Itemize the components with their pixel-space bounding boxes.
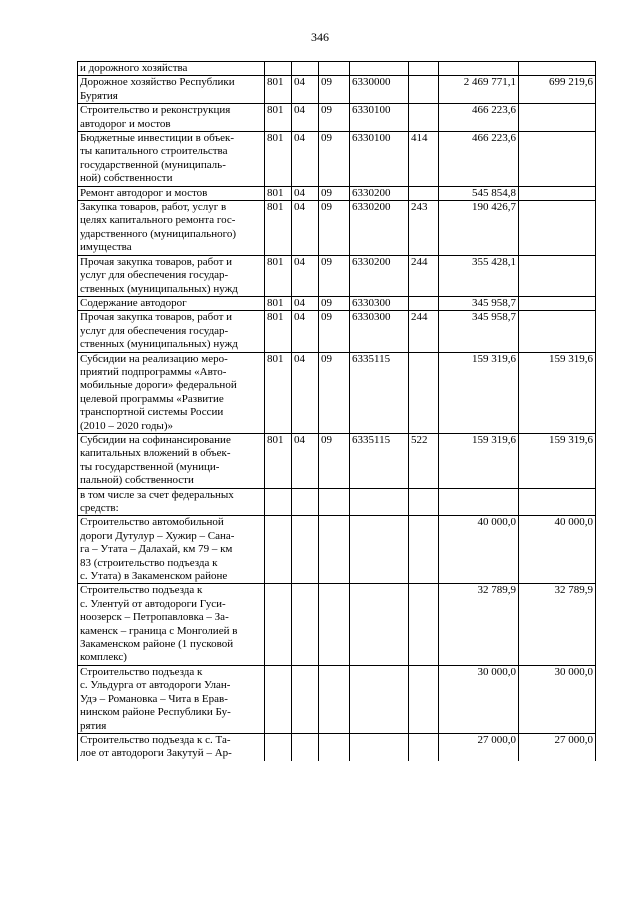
federal-amount-cell bbox=[519, 186, 596, 200]
expense-type-cell: 414 bbox=[409, 132, 439, 187]
section-code-cell bbox=[292, 488, 319, 516]
section-code-cell: 04 bbox=[292, 255, 319, 296]
row-name-line: ственных (муниципальных) нужд bbox=[80, 338, 238, 351]
federal-amount-cell bbox=[519, 311, 596, 352]
ministry-code-cell bbox=[265, 488, 292, 516]
ministry-code-cell bbox=[265, 584, 292, 665]
expense-type-cell bbox=[409, 352, 439, 433]
target-article-cell: 6330200 bbox=[350, 201, 409, 256]
ministry-code-cell: 801 bbox=[265, 296, 292, 310]
ministry-code-cell: 801 bbox=[265, 311, 292, 352]
section-code-cell bbox=[292, 62, 319, 76]
section-code-cell bbox=[292, 733, 319, 760]
ministry-code-cell bbox=[265, 733, 292, 760]
row-name-line: Строительство подъезда к с. Та- bbox=[80, 733, 231, 746]
table-row bbox=[78, 584, 596, 665]
row-name-cell bbox=[78, 296, 265, 310]
federal-amount-cell: 30 000,0 bbox=[519, 665, 596, 733]
federal-amount-cell bbox=[519, 62, 596, 76]
ministry-code-cell bbox=[265, 62, 292, 76]
expense-type-cell bbox=[409, 516, 439, 584]
subsection-code-cell bbox=[319, 488, 350, 516]
section-code-cell: 04 bbox=[292, 132, 319, 187]
amount-cell: 466 223,6 bbox=[439, 132, 519, 187]
row-name-line: с. Улентуй от автодороги Гуси- bbox=[80, 597, 226, 610]
federal-amount-cell bbox=[519, 132, 596, 187]
target-article-cell: 6330100 bbox=[350, 104, 409, 132]
target-article-cell bbox=[350, 488, 409, 516]
row-name-cell bbox=[78, 76, 265, 104]
federal-amount-cell: 40 000,0 bbox=[519, 516, 596, 584]
expense-type-cell bbox=[409, 584, 439, 665]
amount-cell: 159 319,6 bbox=[439, 433, 519, 488]
subsection-code-cell: 09 bbox=[319, 352, 350, 433]
table-row bbox=[78, 76, 596, 104]
ministry-code-cell: 801 bbox=[265, 76, 292, 104]
federal-amount-cell: 32 789,9 bbox=[519, 584, 596, 665]
row-name-line: 83 (строительство подъезда к bbox=[80, 556, 218, 569]
table-row bbox=[78, 104, 596, 132]
amount-cell: 545 854,8 bbox=[439, 186, 519, 200]
row-name-line: приятий подпрограммы «Авто- bbox=[80, 365, 227, 378]
ministry-code-cell: 801 bbox=[265, 132, 292, 187]
table-row bbox=[78, 255, 596, 296]
ministry-code-cell: 801 bbox=[265, 433, 292, 488]
section-code-cell: 04 bbox=[292, 201, 319, 256]
row-name-line: га – Утата – Далахай, км 79 – км bbox=[80, 543, 233, 556]
row-name-cell bbox=[78, 201, 265, 256]
row-name-line: Дорожное хозяйство Республики bbox=[80, 76, 235, 89]
subsection-code-cell: 09 bbox=[319, 255, 350, 296]
row-name-line: Прочая закупка товаров, работ и bbox=[80, 311, 233, 324]
table-row bbox=[78, 352, 596, 433]
table-row bbox=[78, 201, 596, 256]
subsection-code-cell: 09 bbox=[319, 132, 350, 187]
row-name-line: услуг для обеспечения государ- bbox=[80, 269, 229, 282]
expense-type-cell bbox=[409, 296, 439, 310]
row-name-line: ты государственной (муници- bbox=[80, 460, 220, 473]
table-body bbox=[78, 62, 596, 761]
row-name-line: Бюджетные инвестиции в объек- bbox=[80, 132, 235, 145]
target-article-cell: 6330200 bbox=[350, 186, 409, 200]
row-name-line: лое от автодороги Закутуй – Ар- bbox=[80, 747, 232, 760]
table-row bbox=[78, 296, 596, 310]
amount-cell: 40 000,0 bbox=[439, 516, 519, 584]
table-row bbox=[78, 733, 596, 760]
row-name-line: услуг для обеспечения государ- bbox=[80, 324, 229, 337]
row-name-line: комплекс) bbox=[80, 651, 127, 664]
row-name-line: ной) собственности bbox=[80, 172, 173, 185]
amount-cell bbox=[439, 488, 519, 516]
target-article-cell: 6335115 bbox=[350, 352, 409, 433]
row-name-line: каменск – граница с Монголией в bbox=[80, 624, 238, 637]
row-name-line: и дорожного хозяйства bbox=[80, 62, 188, 74]
row-name-line: капитальных вложений в объек- bbox=[80, 447, 231, 460]
row-name-line: средств: bbox=[80, 502, 119, 514]
expense-type-cell: 243 bbox=[409, 201, 439, 256]
row-name-cell bbox=[78, 104, 265, 132]
budget-table bbox=[77, 61, 596, 761]
row-name-cell bbox=[78, 132, 265, 187]
section-code-cell: 04 bbox=[292, 104, 319, 132]
section-code-cell: 04 bbox=[292, 76, 319, 104]
row-name-line: пальной) собственности bbox=[80, 474, 194, 487]
section-code-cell bbox=[292, 584, 319, 665]
row-name-line: мобильные дороги» федеральной bbox=[80, 379, 237, 392]
target-article-cell: 6330300 bbox=[350, 311, 409, 352]
section-code-cell bbox=[292, 665, 319, 733]
subsection-code-cell: 09 bbox=[319, 296, 350, 310]
row-name-cell bbox=[78, 62, 265, 76]
row-name-line: ноозерск – Петропавловка – За- bbox=[80, 611, 229, 624]
row-name-cell bbox=[78, 186, 265, 200]
expense-type-cell: 244 bbox=[409, 255, 439, 296]
row-name-cell bbox=[78, 733, 265, 760]
row-name-line: рятия bbox=[80, 719, 107, 732]
section-code-cell: 04 bbox=[292, 311, 319, 352]
federal-amount-cell bbox=[519, 296, 596, 310]
table-row bbox=[78, 132, 596, 187]
subsection-code-cell bbox=[319, 733, 350, 760]
row-name-cell bbox=[78, 433, 265, 488]
subsection-code-cell: 09 bbox=[319, 186, 350, 200]
section-code-cell: 04 bbox=[292, 433, 319, 488]
row-name-line: (2010 – 2020 годы)» bbox=[80, 419, 173, 432]
target-article-cell: 6330000 bbox=[350, 76, 409, 104]
amount-cell: 345 958,7 bbox=[439, 296, 519, 310]
subsection-code-cell bbox=[319, 665, 350, 733]
expense-type-cell bbox=[409, 665, 439, 733]
row-name-line: Ремонт автодорог и мостов bbox=[80, 186, 208, 199]
row-name-line: Закупка товаров, работ, услуг в bbox=[80, 201, 227, 214]
section-code-cell: 04 bbox=[292, 296, 319, 310]
subsection-code-cell: 09 bbox=[319, 104, 350, 132]
subsection-code-cell: 09 bbox=[319, 76, 350, 104]
federal-amount-cell: 27 000,0 bbox=[519, 733, 596, 760]
federal-amount-cell bbox=[519, 488, 596, 516]
target-article-cell: 6330300 bbox=[350, 296, 409, 310]
ministry-code-cell: 801 bbox=[265, 201, 292, 256]
row-name-line: ственных (муниципальных) нужд bbox=[80, 282, 238, 295]
target-article-cell: 6330200 bbox=[350, 255, 409, 296]
row-name-line: нинском районе Республики Бу- bbox=[80, 706, 231, 719]
row-name-line: с. Ульдурга от автодороги Улан- bbox=[80, 679, 231, 692]
table-row bbox=[78, 516, 596, 584]
federal-amount-cell: 159 319,6 bbox=[519, 352, 596, 433]
row-name-line: Закаменском районе (1 пусковой bbox=[80, 638, 234, 651]
row-name-cell bbox=[78, 584, 265, 665]
target-article-cell bbox=[350, 62, 409, 76]
table-row bbox=[78, 433, 596, 488]
target-article-cell: 6335115 bbox=[350, 433, 409, 488]
amount-cell: 466 223,6 bbox=[439, 104, 519, 132]
ministry-code-cell: 801 bbox=[265, 104, 292, 132]
subsection-code-cell bbox=[319, 516, 350, 584]
amount-cell: 345 958,7 bbox=[439, 311, 519, 352]
row-name-line: дороги Дутулур – Хужир – Сана- bbox=[80, 529, 235, 542]
row-name-line: ты капитального строительства bbox=[80, 145, 228, 158]
expense-type-cell bbox=[409, 104, 439, 132]
amount-cell bbox=[439, 62, 519, 76]
row-name-line: государственной (муниципаль- bbox=[80, 158, 226, 171]
row-name-cell bbox=[78, 665, 265, 733]
row-name-cell bbox=[78, 255, 265, 296]
amount-cell: 32 789,9 bbox=[439, 584, 519, 665]
federal-amount-cell bbox=[519, 104, 596, 132]
section-code-cell: 04 bbox=[292, 352, 319, 433]
row-name-line: в том числе за счет федеральных bbox=[80, 488, 234, 501]
expense-type-cell bbox=[409, 733, 439, 760]
amount-cell: 27 000,0 bbox=[439, 733, 519, 760]
row-name-line: имущества bbox=[80, 241, 132, 254]
row-name-line: Строительство подъезда к bbox=[80, 665, 203, 678]
subsection-code-cell: 09 bbox=[319, 433, 350, 488]
amount-cell: 2 469 771,1 bbox=[439, 76, 519, 104]
row-name-line: целях капитального ремонта гос- bbox=[80, 214, 236, 227]
row-name-line: Содержание автодорог bbox=[80, 296, 187, 309]
row-name-line: Субсидии на софинансирование bbox=[80, 433, 231, 446]
expense-type-cell bbox=[409, 186, 439, 200]
row-name-line: с. Утата) в Закаменском районе bbox=[80, 570, 228, 583]
expense-type-cell bbox=[409, 62, 439, 76]
row-name-line: целевой программы «Развитие bbox=[80, 392, 224, 405]
amount-cell: 30 000,0 bbox=[439, 665, 519, 733]
subsection-code-cell bbox=[319, 62, 350, 76]
table-row bbox=[78, 311, 596, 352]
subsection-code-cell bbox=[319, 584, 350, 665]
ministry-code-cell: 801 bbox=[265, 352, 292, 433]
amount-cell: 355 428,1 bbox=[439, 255, 519, 296]
amount-cell: 190 426,7 bbox=[439, 201, 519, 256]
row-name-line: Строительство подъезда к bbox=[80, 584, 203, 597]
table-row bbox=[78, 186, 596, 200]
target-article-cell: 6330100 bbox=[350, 132, 409, 187]
row-name-line: автодорог и мостов bbox=[80, 117, 171, 130]
ministry-code-cell: 801 bbox=[265, 255, 292, 296]
section-code-cell bbox=[292, 516, 319, 584]
row-name-line: Строительство и реконструкция bbox=[80, 104, 231, 117]
amount-cell: 159 319,6 bbox=[439, 352, 519, 433]
row-name-line: Прочая закупка товаров, работ и bbox=[80, 255, 233, 268]
federal-amount-cell bbox=[519, 255, 596, 296]
row-name-cell bbox=[78, 352, 265, 433]
row-name-line: Удэ – Романовка – Чита в Ерав- bbox=[80, 692, 228, 705]
expense-type-cell: 244 bbox=[409, 311, 439, 352]
page-number: 346 bbox=[311, 30, 329, 44]
ministry-code-cell bbox=[265, 516, 292, 584]
row-name-line: Субсидии на реализацию меро- bbox=[80, 352, 228, 365]
ministry-code-cell: 801 bbox=[265, 186, 292, 200]
subsection-code-cell: 09 bbox=[319, 201, 350, 256]
table-row bbox=[78, 62, 596, 76]
section-code-cell: 04 bbox=[292, 186, 319, 200]
target-article-cell bbox=[350, 584, 409, 665]
target-article-cell bbox=[350, 733, 409, 760]
expense-type-cell: 522 bbox=[409, 433, 439, 488]
federal-amount-cell: 159 319,6 bbox=[519, 433, 596, 488]
row-name-cell bbox=[78, 488, 265, 516]
expense-type-cell bbox=[409, 488, 439, 516]
subsection-code-cell: 09 bbox=[319, 311, 350, 352]
target-article-cell bbox=[350, 516, 409, 584]
expense-type-cell bbox=[409, 76, 439, 104]
table-row bbox=[78, 488, 596, 516]
federal-amount-cell bbox=[519, 201, 596, 256]
row-name-line: Бурятия bbox=[80, 89, 118, 102]
federal-amount-cell: 699 219,6 bbox=[519, 76, 596, 104]
row-name-cell bbox=[78, 311, 265, 352]
target-article-cell bbox=[350, 665, 409, 733]
row-name-line: Строительство автомобильной bbox=[80, 516, 224, 529]
row-name-line: ударственного (муниципального) bbox=[80, 227, 237, 240]
table-row bbox=[78, 665, 596, 733]
row-name-cell bbox=[78, 516, 265, 584]
ministry-code-cell bbox=[265, 665, 292, 733]
row-name-line: транспортной системы России bbox=[80, 406, 224, 419]
